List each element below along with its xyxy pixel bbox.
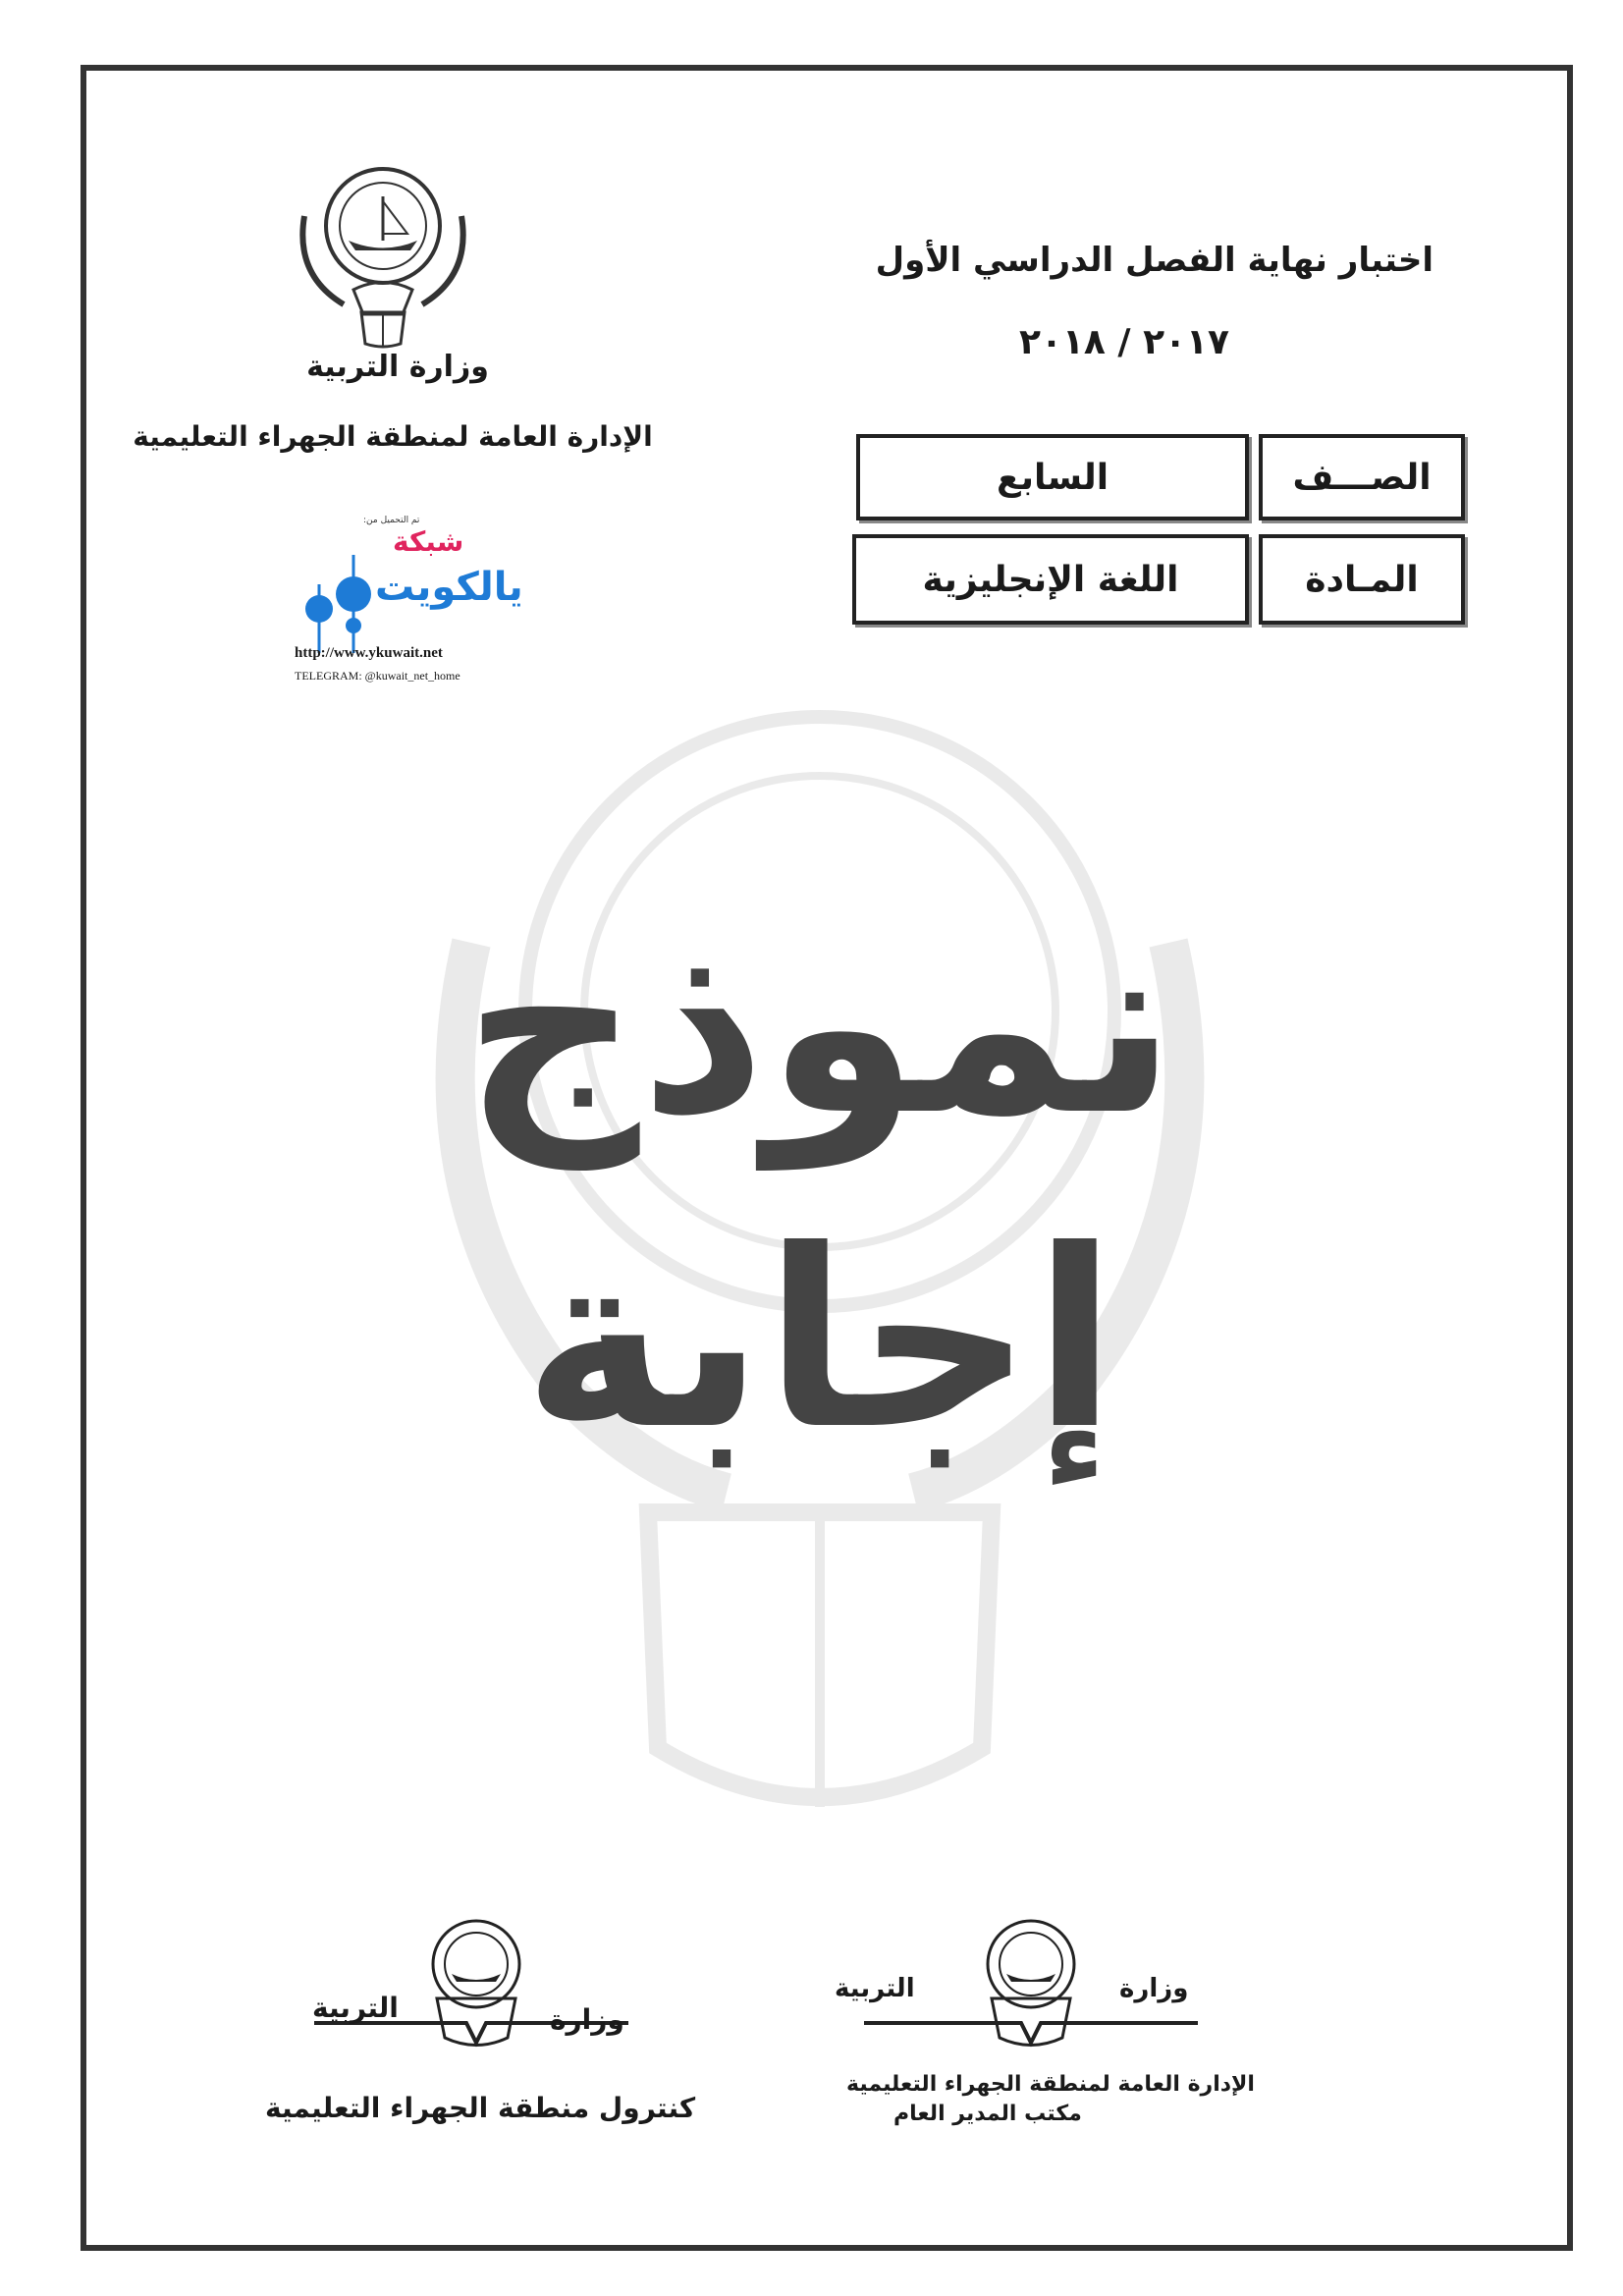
network-url[interactable]: http://www.ykuwait.net: [295, 645, 443, 661]
stamp-left-line1: كنترول منطقة الجهراء التعليمية: [265, 2092, 696, 2124]
stamp-left-word1: وزارة: [550, 2003, 624, 2036]
stamp-right-line1: الإدارة العامة لمنطقة الجهراء التعليمية: [846, 2072, 1255, 2097]
stamp-right-line2: مكتب المدير العام: [893, 2102, 1082, 2126]
subject-value: اللغة الإنجليزية: [922, 559, 1179, 600]
grade-value: السابع: [996, 457, 1109, 498]
ministry-name: وزارة التربية: [306, 350, 489, 384]
kuwait-emblem-icon: [285, 157, 481, 349]
subject-value-cell: [852, 534, 1249, 625]
grade-value-cell: [856, 434, 1249, 520]
stamp-right-word1: وزارة: [1119, 1974, 1189, 2003]
directorate-name: الإدارة العامة لمنطقة الجهراء التعليمية: [133, 420, 653, 453]
network-telegram: TELEGRAM: @kuwait_net_home: [295, 669, 460, 683]
stamp-right-word2: التربية: [835, 1974, 915, 2003]
main-title-line2: إجابة: [522, 1197, 1117, 1483]
subject-label: المـادة: [1305, 559, 1419, 600]
network-title: شبكة: [393, 525, 464, 558]
network-brand: يالكويت: [375, 565, 523, 610]
main-title-line1: نموذج: [462, 883, 1177, 1169]
exam-year: ٢٠١٧ / ٢٠١٨: [1019, 322, 1229, 362]
network-tagline: تم التحميل من:: [363, 516, 420, 525]
grade-label: الصـــف: [1292, 457, 1432, 498]
exam-title: اختبار نهاية الفصل الدراسي الأول: [875, 241, 1434, 280]
subject-label-cell: [1259, 534, 1465, 625]
stamp-left-word2: التربية: [312, 1992, 399, 2024]
grade-label-cell: [1259, 434, 1465, 520]
